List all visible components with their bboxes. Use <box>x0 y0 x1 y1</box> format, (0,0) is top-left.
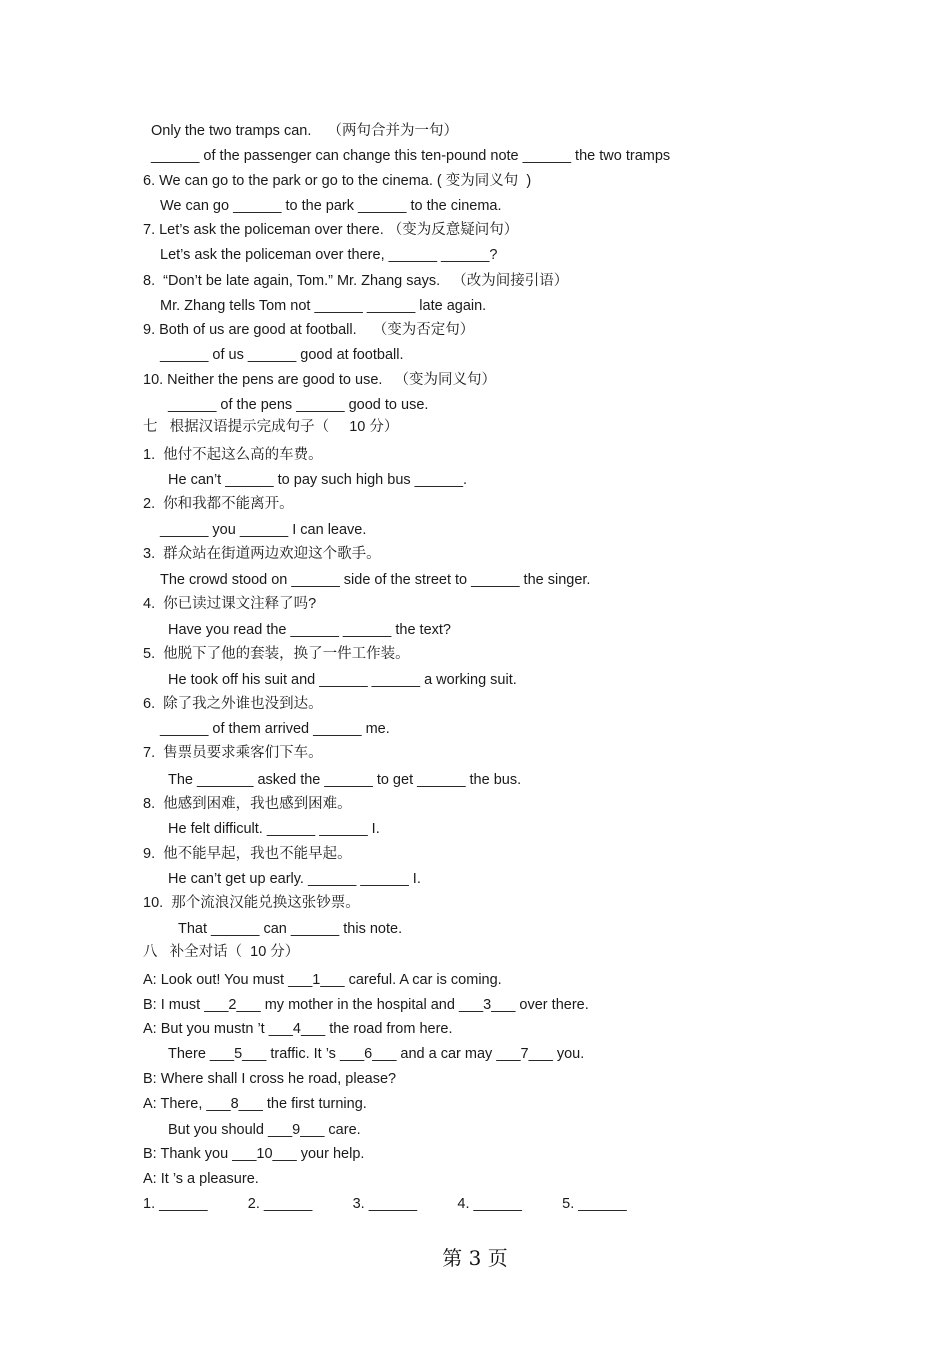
text-line: 8. “Don’t be late again, Tom.” Mr. Zhang says. （改为间接引语） <box>143 273 569 289</box>
text-line: A: It ’s a pleasure. <box>143 1171 259 1187</box>
text-line: 10. 那个流浪汉能兑换这张钞票。 <box>143 895 360 911</box>
text-line: He can’t ______ to pay such high bus ______. <box>168 472 468 488</box>
text-line: 4. 你已读过课文注释了吗? <box>143 596 317 612</box>
text-line: The _______ asked the ______ to get ______ the bus. <box>168 772 522 788</box>
text-line: A: Look out! You must ___1___ careful. A car is coming. <box>143 972 502 988</box>
text-line: 七 根据汉语提示完成句子（ 10 分） <box>143 419 399 435</box>
text-line: 八 补全对话（ 10 分） <box>143 944 300 960</box>
text-line: There ___5___ traffic. It ’s ___6___ and a car may ___7___ you. <box>168 1046 585 1062</box>
text-line: 7. Let’s ask the policeman over there. （变为反意疑问句） <box>143 222 519 238</box>
text-line: 1. 他付不起这么高的车费。 <box>143 447 323 463</box>
text-line: 10. Neither the pens are good to use. （变为同义句） <box>143 372 496 388</box>
text-line: ______ you ______ I can leave. <box>160 522 367 538</box>
text-line: We can go ______ to the park ______ to the cinema. <box>160 198 502 214</box>
text-line: 9. Both of us are good at football. （变为否定句） <box>143 322 475 338</box>
text-line: Only the two tramps can. （两句合并为一句） <box>151 123 458 139</box>
text-line: A: But you mustn ’t ___4___ the road from here. <box>143 1021 453 1037</box>
text-line: B: Thank you ___10___ your help. <box>143 1146 365 1162</box>
text-line: 1. ______ 2. ______ 3. ______ 4. ______ 5. ______ <box>143 1196 627 1212</box>
text-line: ______ of us ______ good at football. <box>160 347 404 363</box>
text-line: 5. 他脱下了他的套装，换了一件工作装。 <box>143 646 410 662</box>
text-line: 7. 售票员要求乘客们下车。 <box>143 745 323 761</box>
text-line: 2. 你和我都不能离开。 <box>143 496 294 512</box>
text-line: B: I must ___2___ my mother in the hospital and ___3___ over there. <box>143 997 589 1013</box>
text-line: ______ of the pens ______ good to use. <box>168 397 429 413</box>
text-line: He felt difficult. ______ ______ I. <box>168 821 380 837</box>
text-line: The crowd stood on ______ side of the street to ______ the singer. <box>160 572 591 588</box>
text-line: Have you read the ______ ______ the text? <box>168 622 451 638</box>
text-line: A: There, ___8___ the first turning. <box>143 1096 367 1112</box>
page-number: 第 3 页 <box>442 1246 508 1270</box>
text-line: 8. 他感到困难，我也感到困难。 <box>143 796 352 812</box>
text-line: Let’s ask the policeman over there, ______ ______? <box>160 247 498 263</box>
text-line: He can’t get up early. ______ ______ I. <box>168 871 421 887</box>
text-line: But you should ___9___ care. <box>168 1122 361 1138</box>
text-line: 3. 群众站在街道两边欢迎这个歌手。 <box>143 546 381 562</box>
text-line: He took off his suit and ______ ______ a working suit. <box>168 672 517 688</box>
text-line: Mr. Zhang tells Tom not ______ ______ late again. <box>160 298 487 314</box>
text-line: That ______ can ______ this note. <box>178 921 403 937</box>
text-line: 6. We can go to the park or go to the cinema. ( 变为同义句 ) <box>143 173 532 189</box>
text-line: B: Where shall I cross he road, please? <box>143 1071 397 1087</box>
text-line: 9. 他不能早起，我也不能早起。 <box>143 846 352 862</box>
text-line: ______ of them arrived ______ me. <box>160 721 390 737</box>
text-line: ______ of the passenger can change this ten-pound note ______ the two tramps <box>151 148 671 164</box>
text-line: 6. 除了我之外谁也没到达。 <box>143 696 323 712</box>
